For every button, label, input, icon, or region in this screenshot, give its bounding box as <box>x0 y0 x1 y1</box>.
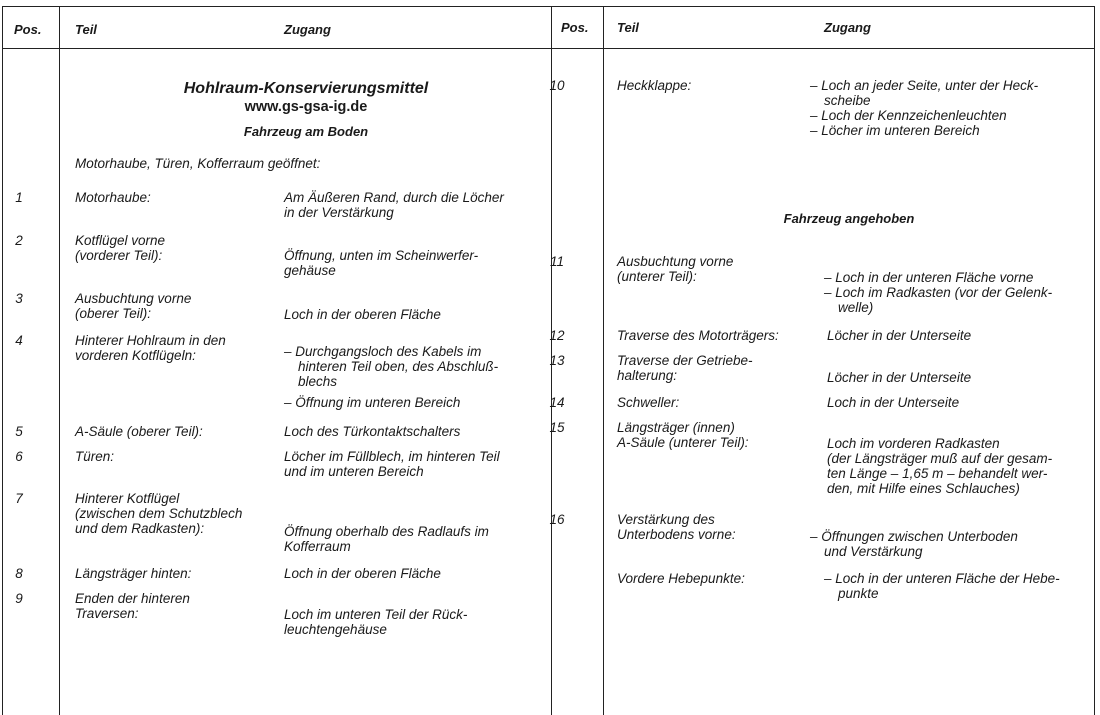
row-teil-line: Schweller: <box>617 395 680 410</box>
row-pos: 7 <box>15 491 23 506</box>
document-title: Hohlraum-Konservierungsmittel <box>183 80 429 97</box>
row-zugang-line: – Löcher im unteren Bereich <box>810 123 980 138</box>
row-pos: 5 <box>15 424 23 439</box>
row-zugang-line: Loch im vorderen Radkasten <box>827 436 1000 451</box>
row-teil-line: Traversen: <box>75 606 139 621</box>
row-zugang-line: gehäuse <box>284 263 336 278</box>
row-pos: 11 <box>549 254 564 269</box>
header-pos-left: Pos. <box>14 22 42 37</box>
row-zugang-line: Öffnung, unten im Scheinwerfer- <box>284 248 479 263</box>
row-teil-line: (vorderer Teil): <box>75 248 163 263</box>
row-zugang-line: Löcher in der Unterseite <box>827 328 972 343</box>
row-zugang-line: in der Verstärkung <box>284 205 394 220</box>
row-teil-line: vorderen Kotflügeln: <box>75 348 196 363</box>
row-teil-line: Ausbuchtung vorne <box>617 254 734 269</box>
row-teil-line: Traverse des Motorträgers: <box>617 328 779 343</box>
row-zugang-line: – Loch der Kennzeichenleuchten <box>810 108 1007 123</box>
row-teil-line: (oberer Teil): <box>75 306 152 321</box>
row-pos: 4 <box>15 333 23 348</box>
row-zugang-line: – Öffnungen zwischen Unterboden <box>810 529 1018 544</box>
row-teil-line: Längsträger hinten: <box>75 566 192 581</box>
row-teil-line: Motorhaube: <box>75 190 151 205</box>
header-zugang-left: Zugang <box>284 22 331 37</box>
row-pos: 2 <box>15 233 23 248</box>
row-teil-line: Türen: <box>75 449 115 464</box>
row-teil-line: A-Säule (oberer Teil): <box>75 424 203 439</box>
row-zugang-line: und im unteren Bereich <box>284 464 424 479</box>
row-zugang-line: scheibe <box>824 93 871 108</box>
row-teil-line: Verstärkung des <box>617 512 715 527</box>
row-teil-line: und dem Radkasten): <box>75 521 205 536</box>
row-zugang-line: (der Längsträger muß auf der gesam- <box>827 451 1053 466</box>
row-zugang-line: Loch im unteren Teil der Rück- <box>284 607 468 622</box>
row-pos: 1 <box>15 190 23 205</box>
row-pos: 10 <box>549 78 565 93</box>
row-zugang-line: Löcher in der Unterseite <box>827 370 972 385</box>
row-teil-line: (zwischen dem Schutzblech <box>75 506 243 521</box>
header-teil-right: Teil <box>617 20 639 35</box>
row-zugang-line: Kofferraum <box>284 539 351 554</box>
section-intro: Motorhaube, Türen, Kofferraum geöffnet: <box>75 156 321 171</box>
row-teil-line: Enden der hinteren <box>75 591 190 606</box>
row-zugang-line: Loch in der oberen Fläche <box>284 307 441 322</box>
section-title-lifted: Fahrzeug angehoben <box>783 211 915 226</box>
row-zugang-line: blechs <box>298 374 338 389</box>
row-teil-line: Traverse der Getriebe- <box>617 353 753 368</box>
row-zugang-line: Loch des Türkontaktschalters <box>284 424 461 439</box>
row-teil-line: Vordere Hebepunkte: <box>617 571 745 586</box>
row-teil-line: Ausbuchtung vorne <box>75 291 192 306</box>
header-rule <box>2 48 1095 49</box>
row-zugang-line: welle) <box>838 300 874 315</box>
frame-left <box>2 6 3 715</box>
row-teil-line: Kotflügel vorne <box>75 233 166 248</box>
row-zugang-line: und Verstärkung <box>824 544 923 559</box>
document-url: www.gs-gsa-ig.de <box>244 99 368 115</box>
header-zugang-right: Zugang <box>824 20 871 35</box>
row-teil-line: (unterer Teil): <box>617 269 697 284</box>
row-pos: 6 <box>15 449 23 464</box>
row-zugang-line: leuchtengehäuse <box>284 622 387 637</box>
row-zugang-line: Am Äußeren Rand, durch die Löcher <box>284 190 504 205</box>
row-zugang-line: – Loch in der unteren Fläche vorne <box>824 270 1034 285</box>
row-teil-line: halterung: <box>617 368 678 383</box>
row-pos: 8 <box>15 566 23 581</box>
row-zugang-line: Loch in der oberen Fläche <box>284 566 441 581</box>
row-zugang-line: – Loch im Radkasten (vor der Gelenk- <box>824 285 1053 300</box>
row-zugang-line: Löcher im Füllblech, im hinteren Teil <box>284 449 500 464</box>
row-pos: 3 <box>15 291 23 306</box>
row-teil-line: Längsträger (innen) <box>617 420 735 435</box>
row-zugang-line: ten Länge – 1,65 m – behandelt wer- <box>827 466 1048 481</box>
row-zugang-line: – Loch in der unteren Fläche der Hebe- <box>824 571 1060 586</box>
row-zugang-line: – Loch an jeder Seite, unter der Heck- <box>810 78 1039 93</box>
row-pos: 15 <box>549 420 565 435</box>
row-teil-line: Unterbodens vorne: <box>617 527 736 542</box>
row-pos: 12 <box>549 328 565 343</box>
row-zugang-line: – Öffnung im unteren Bereich <box>284 395 461 410</box>
row-zugang-line: hinteren Teil oben, des Abschluß- <box>298 359 499 374</box>
divider-pos-right <box>603 6 604 715</box>
row-zugang-line: den, mit Hilfe eines Schlauches) <box>827 481 1020 496</box>
section-title-ground: Fahrzeug am Boden <box>243 124 369 139</box>
frame-right <box>1094 6 1095 715</box>
row-zugang-line: Loch in der Unterseite <box>827 395 960 410</box>
row-teil-line: A-Säule (unterer Teil): <box>617 435 749 450</box>
row-zugang-line: punkte <box>838 586 879 601</box>
row-teil-line: Heckklappe: <box>617 78 692 93</box>
header-teil-left: Teil <box>75 22 97 37</box>
row-zugang-line: – Durchgangsloch des Kabels im <box>284 344 482 359</box>
row-pos: 16 <box>549 512 565 527</box>
row-teil-line: Hinterer Kotflügel <box>75 491 180 506</box>
row-pos: 14 <box>549 395 565 410</box>
row-teil-line: Hinterer Hohlraum in den <box>75 333 226 348</box>
frame-top <box>2 6 1095 7</box>
row-pos: 9 <box>15 591 23 606</box>
row-zugang-line: Öffnung oberhalb des Radlaufs im <box>284 524 489 539</box>
header-pos-right: Pos. <box>561 20 589 35</box>
row-pos: 13 <box>549 353 565 368</box>
